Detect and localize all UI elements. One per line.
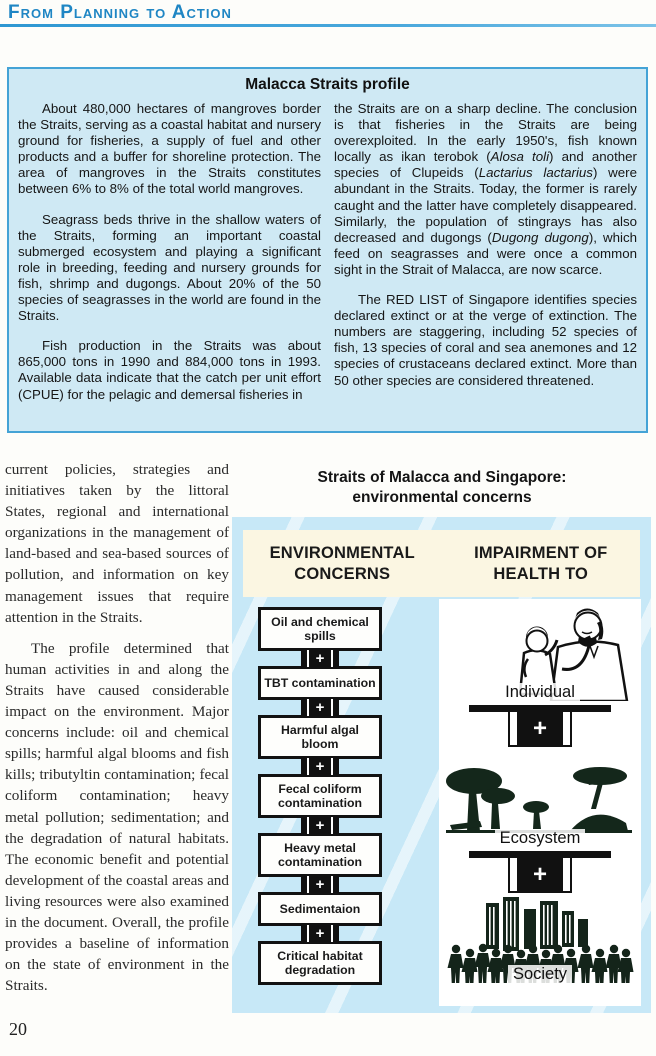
flow-box: Heavy metal contamination <box>258 833 382 877</box>
environmental-concerns-diagram <box>232 517 651 1013</box>
flow-box: Critical habitat degradation <box>258 941 382 985</box>
header-rule <box>0 24 656 27</box>
plus-connector-icon: + <box>301 817 339 834</box>
profile-box <box>7 67 648 433</box>
body-text-column <box>5 459 229 996</box>
flow-box: Oil and chemical spills <box>258 607 382 651</box>
flow-box: TBT contamination <box>258 666 382 700</box>
page-number: 20 <box>9 1019 27 1039</box>
impairment-label-ecosystem: Ecosystem <box>495 829 586 848</box>
impairment-label-society: Society <box>508 965 572 984</box>
environmental-concerns-header: ENVIRONMENTAL CONCERNS <box>269 543 415 583</box>
plus-icon: + <box>510 712 570 745</box>
diagram-title-line2: environmental concerns <box>352 489 532 506</box>
profile-columns <box>18 101 637 417</box>
concerns-flowchart <box>258 607 382 985</box>
impairment-header: IMPAIRMENT OF HEALTH TO <box>474 543 608 583</box>
flow-box: Harmful algal bloom <box>258 715 382 759</box>
platform-bar <box>469 705 611 712</box>
plus-connector-icon: + <box>301 758 339 775</box>
diagram-title-line1: Straits of Malacca and Singapore: <box>317 469 567 486</box>
paragraph: The RED LIST of Singapore identifies species declared extinct or at the verge of extinction. The numbers are staggering, including 52 species of fish, 13 species of coral and sea anemones and 12 species of crustaceans declared extinct. More than 50 other species are considered threatened. <box>334 292 637 388</box>
diagram-header-strip <box>243 530 640 597</box>
diagram-title <box>238 468 646 508</box>
plus-connector-icon: + <box>301 650 339 667</box>
impairment-column <box>439 599 641 1006</box>
plus-icon: + <box>510 858 570 891</box>
paragraph: Seagrass beds thrive in the shallow waters of the Straits, forming an important coastal submerged ecosystem and playing a significant role in breeding, feeding and nursery grounds for fish, shrimp and dugongs. About 20% of the 50 species of seagrasses in the world are found in the Straits. <box>18 211 321 324</box>
impairment-label-individual: Individual <box>500 683 580 702</box>
paragraph: Fish production in the Straits was about 865,000 tons in 1990 and 884,000 tons in 1993. Available data indicate that the catch per unit effort (CPUE) for the pelagic and demersal fisheries in <box>18 338 321 402</box>
paragraph: About 480,000 hectares of mangroves border the Straits, serving as a coastal habitat and nursery ground for fisheries, a supply of fuel and other products and a buffer for shoreline protection. The area of mangroves in the Straits constitutes between 6% to 8% of the total world mangroves. <box>18 101 321 197</box>
page-header: From Planning to Action <box>8 2 232 23</box>
paragraph: the Straits are on a sharp decline. The conclusion is that fisheries in the Straits are being overexploited. In the early 1950's, fish known locally as ikan terobok (Alosa toli) and another species of Clupeids (Lactarius lactarius) were abundant in the Straits. Today, the former is rarely caught and the latter have completely disappeared. Similarly, the population of stingrays has also decreased and dugongs (Dugong dugong), which feed on seagrasses and were once a common sight in the Strait of Malacca, are now scarce. <box>334 101 637 277</box>
flow-box: Fecal coliform contamination <box>258 774 382 818</box>
profile-box-title: Malacca Straits profile <box>245 76 410 93</box>
paragraph: current policies, strategies and initiatives taken by the littoral States, regional and international organizations in the management of land-based and sea-based sources of pollution, and information on key management issues that require attention in the Straits. <box>5 461 229 626</box>
profile-left-column <box>18 101 321 417</box>
plus-connector-icon: + <box>301 925 339 942</box>
plus-connector-icon: + <box>301 876 339 893</box>
flow-box: Sedimentaion <box>258 892 382 926</box>
paragraph: The profile determined that human activities in and along the Straits have caused considerable impact on the environment. Major concerns include: oil and chemical spills; harmful algal blooms and fish kills; tributyltin contamination; fecal coliform contamination; heavy metal pollution; sedimentation; and the degradation of natural habitats. The economic benefit and potential development of the coastal areas and living resources were also examined in the document. Overall, the profile provides a baseline of information on the state of environment in the Straits. <box>5 639 229 995</box>
plus-connector-icon: + <box>301 699 339 716</box>
profile-right-column <box>334 101 637 417</box>
platform-bar <box>469 851 611 858</box>
